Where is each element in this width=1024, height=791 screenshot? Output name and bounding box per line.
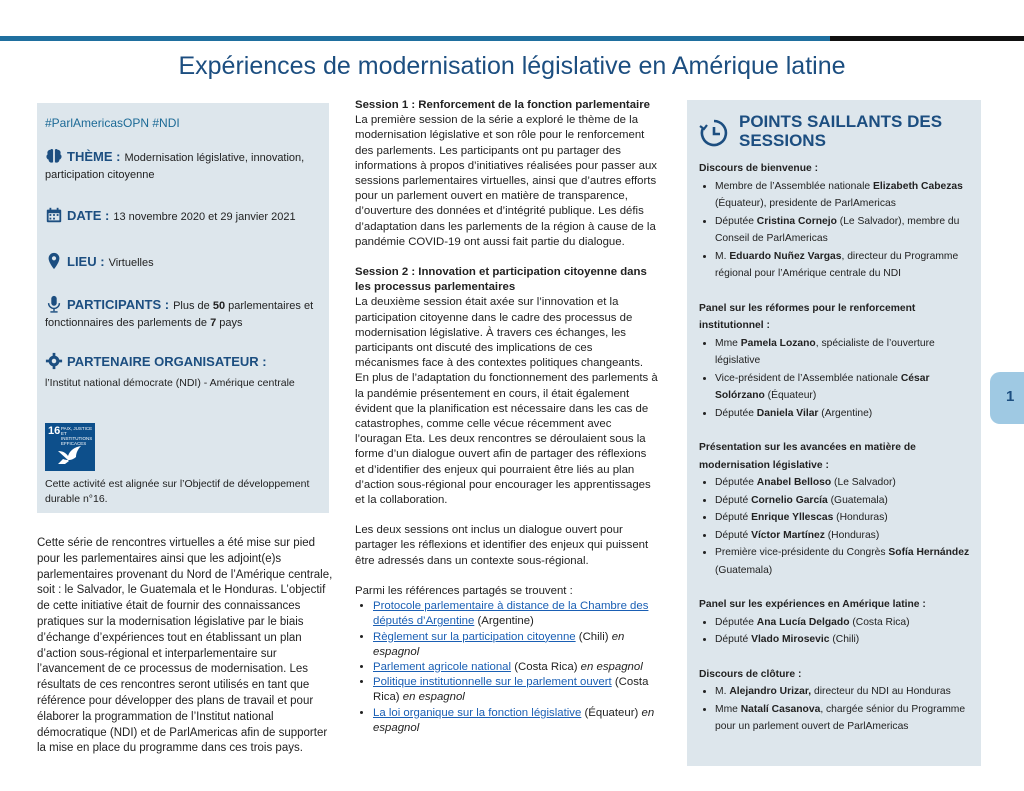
date-value: 13 novembre 2020 et 29 janvier 2021 <box>113 211 296 223</box>
speaker-name: Víctor Martínez <box>751 529 825 541</box>
speaker-detail: (Honduras) <box>833 512 888 523</box>
speaker-detail: (Chili) <box>829 634 860 645</box>
top-rule-blue <box>0 36 830 41</box>
top-rule-dark <box>830 36 1024 41</box>
speaker-detail: , spécialiste de l’ouverture législative <box>715 337 935 366</box>
speaker-name: Cornelio García <box>751 494 828 506</box>
speaker-role: M. <box>715 250 730 262</box>
speaker-name: Anabel Belloso <box>756 477 832 488</box>
partenaire-row <box>45 352 321 372</box>
sdg-number: 16 <box>48 425 61 437</box>
participants-label: PARTICIPANTS : <box>67 297 170 312</box>
speaker-detail: (Guatemala) <box>715 564 773 576</box>
list-item <box>715 631 975 649</box>
theme-value: Modernisation législative, innovation, participation citoyenne <box>45 152 305 181</box>
reference-country: (Chili) <box>575 630 612 643</box>
theme-label: THÈME : <box>67 149 121 164</box>
session1-body: La première session de la série a exploré le thème de la modernisation législative et son rôle pour le renforcement des parlements. Les participants ont pu partager des informations à propos d’initiatives réalisées pour passer aux sessions parlementaires virtuelles, ainsi que d’autres efforts pour un parlement ouvert en matière de transparence, d’ouverture des données et d’intégrité publique. Les défis d’adaptation dans les parlements de la région à cause de la pandémie COVID-19 ont aussi fait partie du dialogue. <box>355 114 658 248</box>
highlights-title: POINTS SAILLANTS DES SESSIONS <box>739 112 943 150</box>
speaker-role: Première vice-présidente du Congrès <box>715 547 889 558</box>
lieu-value: Virtuelles <box>108 257 154 269</box>
speaker-name: César Solórzano <box>715 372 930 401</box>
list-item <box>715 701 975 736</box>
speaker-detail: (Équateur) <box>764 390 817 401</box>
lieu-row <box>45 252 321 272</box>
sdg-text: PAIX, JUSTICE ET INSTITUTIONS EFFICACES <box>61 426 93 446</box>
reference-language: en espagnol <box>373 706 655 734</box>
closing-heading: Discours de clôture : <box>699 668 802 680</box>
list-item <box>715 474 975 492</box>
list-item <box>715 544 975 579</box>
page-number-tab <box>990 372 1024 424</box>
list-item <box>373 630 658 660</box>
partenaire-label: PARTENAIRE ORGANISATEUR : <box>67 354 267 369</box>
speaker-role: Députée <box>715 616 757 628</box>
date-row <box>45 206 321 226</box>
microphone-icon <box>45 295 63 313</box>
reference-country: (Argentine) <box>474 615 534 628</box>
sdg-alignment-note: Cette activité est alignée sur l’Objectif de développement durable n°16. <box>45 478 310 505</box>
list-item <box>715 527 975 545</box>
speaker-detail: directeur du NDI au Honduras <box>811 686 951 697</box>
dove-icon <box>56 443 84 465</box>
speaker-role: Député <box>715 634 752 645</box>
speaker-name: Ana Lucía Delgado <box>756 616 850 628</box>
calendar-icon <box>45 206 63 224</box>
session2-body: La deuxième session était axée sur l’innovation et la participation citoyenne dans le cadre des processus de modernisation législative. À travers ces échanges, les participants ont discuté des implications de ces mécanismes face à des contextes politiques changeants. En plus de l’adaptation du fonctionnement des parlements à la pandémie présentement en cours, il était également évident que la planification est nécessaire dans les cas de catastrophes, comme celle vécue récemment avec l’ouragan Eta. Les deux rencontres se déroulaient sous la forme d’un dialogue ouvert afin de partager des réflexions et d’identifier des enjeux qui pourraient être liés au plan d’action sous-régional pour encourager les apprentissages et la collaboration. <box>355 296 658 507</box>
list-item <box>715 213 975 248</box>
speaker-role: M. <box>715 686 730 697</box>
session2-title: Session 2 : Innovation et participation citoyenne dans les processus parlementaires <box>355 266 647 294</box>
list-item <box>373 660 658 675</box>
sessions-column <box>355 98 658 736</box>
brain-icon <box>45 147 63 165</box>
reference-language: en espagnol <box>373 630 625 658</box>
speaker-name: Natalí Casanova <box>740 703 821 715</box>
list-item <box>715 683 975 701</box>
speaker-detail: (Le Salvador) <box>831 477 896 488</box>
participants-text-a: Plus de <box>173 300 213 312</box>
reference-language: en espagnol <box>402 691 465 704</box>
speaker-role: Députée <box>715 477 757 488</box>
map-pin-icon <box>45 252 63 270</box>
speaker-name: Pamela Lozano <box>740 337 816 349</box>
reference-link[interactable]: Protocole parlementaire à distance de la Chambre des députés d’Argentine <box>373 600 649 628</box>
speaker-name: Daniela Vilar <box>756 407 819 419</box>
speaker-detail: (Honduras) <box>824 529 880 541</box>
theme-row <box>45 147 321 184</box>
speaker-role: Vice-président de l’Assemblée nationale <box>715 372 901 384</box>
page-number: 1 <box>1006 388 1015 405</box>
event-info-box <box>37 103 329 513</box>
speaker-detail: , directeur du Programme régional pour l’Amérique centrale du NDI <box>715 250 959 279</box>
session1-title: Session 1 : Renforcement de la fonction parlementaire <box>355 99 650 111</box>
speaker-role: Député <box>715 529 752 541</box>
reference-language: en espagnol <box>580 660 643 673</box>
reference-link[interactable]: Parlement agricole national <box>373 660 512 673</box>
list-item <box>715 492 975 510</box>
gear-icon <box>45 352 63 370</box>
speaker-detail: (Le Salvador), membre du Conseil de ParlAmericas <box>715 215 960 244</box>
clock-icon <box>699 118 729 148</box>
participants-text-c: pays <box>216 317 243 329</box>
panel1-heading: Panel sur les réformes pour le renforcement institutionnel : <box>699 302 916 331</box>
speaker-detail: (Équateur), presidente de ParlAmericas <box>715 198 896 209</box>
countries-count: 7 <box>210 317 217 329</box>
reference-country: (Équateur) <box>581 706 642 719</box>
presentation-heading: Présentation sur les avancées en matière de modernisation législative : <box>699 442 916 471</box>
list-item <box>715 335 975 370</box>
both-sessions-paragraph: Les deux sessions ont inclus un dialogue ouvert pour partager les réflexions et identifier des enjeux qui puissent être adressés dans un contexte sous-régional. <box>355 524 649 567</box>
reference-link[interactable]: Politique institutionnelle sur le parlement ouvert <box>373 676 612 689</box>
speaker-name: Vlado Mirosevic <box>751 634 830 645</box>
list-item <box>715 405 975 423</box>
highlights-content <box>699 160 975 736</box>
speaker-name: Alejandro Urizar, <box>729 686 812 697</box>
speaker-role: Députée <box>715 407 757 419</box>
speaker-detail: (Argentine) <box>818 407 873 419</box>
reference-link[interactable]: La loi organique sur la fonction législative <box>373 706 582 719</box>
panel2-heading: Panel sur les expériences en Amérique latine : <box>699 599 926 610</box>
reference-country: (Costa Rica) <box>511 660 581 673</box>
partenaire-value: l’Institut national démocrate (NDI) - Amérique centrale <box>45 377 295 389</box>
list-item <box>373 706 658 736</box>
speaker-role: Députée <box>715 215 757 227</box>
speaker-role: Mme <box>715 337 741 349</box>
list-item <box>715 370 975 405</box>
sdg16-logo <box>45 423 95 471</box>
references-list <box>355 599 658 736</box>
reference-country: (Costa Rica) <box>373 676 649 704</box>
list-item <box>715 614 975 632</box>
participants-row <box>45 295 321 332</box>
speaker-name: Sofía Hernández <box>888 547 970 558</box>
list-item <box>715 178 975 213</box>
intro-paragraph: Cette série de rencontres virtuelles a été mise sur pied pour les parlementaires ainsi que les adjoint(e)s parlementaires provenant du Nord de l’Amérique centrale, soit : le Salvador, le Guatemala et le Honduras. L’objectif de cette initiative était de fournir des connaissances pratiques sur la modernisation législative par le biais d’échange d’expériences tout en établissant un plan d’action sous-régional et interparlementaire sur l’avancement de ce processus de modernisation. Les résultats de ces rencontres seront utilisés en tant que référence pour développer des plans de travail et pour élaborer la programmation de l’Institut national démocratique (NDI) et de ParlAmericas afin de supporter la mise en place du programme dans ces trois pays. <box>37 537 333 755</box>
welcome-heading: Discours de bienvenue : <box>699 163 819 174</box>
lieu-label: LIEU : <box>67 254 105 269</box>
list-item <box>373 675 658 705</box>
speaker-name: Cristina Cornejo <box>756 215 837 227</box>
hashtags: #ParlAmericasOPN #NDI <box>45 116 180 130</box>
references-intro: Parmi les références partagés se trouvent : <box>355 584 573 597</box>
page-title: Expériences de modernisation législative en Amérique latine <box>178 52 846 80</box>
list-item <box>715 248 975 283</box>
speaker-name: Eduardo Nuñez Vargas <box>729 250 842 262</box>
speaker-role: Député <box>715 512 752 523</box>
list-item <box>373 599 658 629</box>
speaker-detail: (Guatemala) <box>827 494 888 506</box>
list-item <box>715 509 975 527</box>
participants-text-b: parlementaires et fonctionnaires des parlements de <box>45 300 314 329</box>
speaker-role: Député <box>715 494 752 506</box>
speaker-detail: , chargée sénior du Programme pour un parlement ouvert de ParlAmericas <box>715 703 966 732</box>
speaker-role: Mme <box>715 703 741 715</box>
participants-count: 50 <box>212 300 226 312</box>
speaker-detail: (Costa Rica) <box>849 616 910 628</box>
speaker-name: Elizabeth Cabezas <box>872 180 963 192</box>
reference-link[interactable]: Règlement sur la participation citoyenne <box>373 630 576 643</box>
speaker-role: Membre de l’Assemblée nationale <box>715 180 873 192</box>
highlights-box <box>687 100 981 766</box>
speaker-name: Enrique Yllescas <box>751 512 834 523</box>
date-label: DATE : <box>67 208 110 223</box>
